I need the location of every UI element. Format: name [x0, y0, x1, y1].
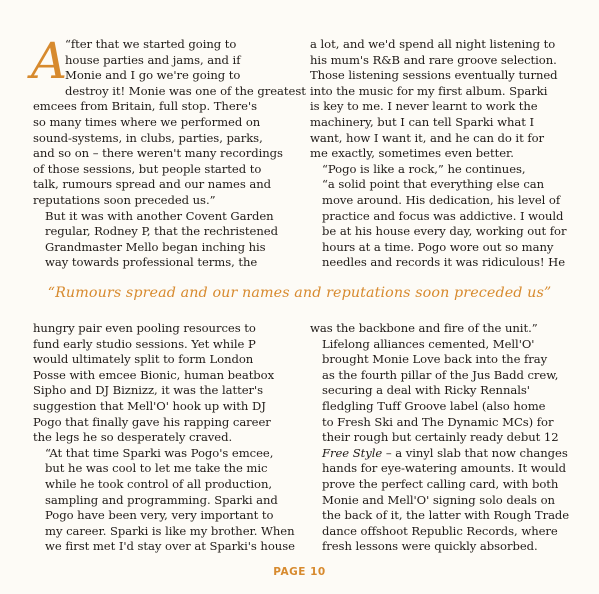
text-line: would ultimately split to form London [33, 352, 254, 367]
text-line: talk, rumours spread and our names and [33, 177, 272, 192]
text-line: Pogo that finally gave his rapping career [33, 414, 271, 429]
text-line [310, 446, 572, 462]
text-line: regular, Rodney P, that the rechristened [45, 224, 278, 239]
text-line: reputations soon preceded us.” [33, 192, 216, 207]
text-line: hours at a time. Pogo wore out so many [322, 239, 554, 254]
text-fragment: – a vinyl slab that now changes [382, 445, 568, 460]
text-line: machinery, but I can tell Sparki what I [310, 114, 535, 129]
text-line: fund early studio sessions. Yet while P [33, 336, 256, 351]
text-line: of those sessions, but people started to [33, 161, 262, 176]
text-line: their rough but certainly ready debut 12 [322, 430, 559, 445]
text-line: emcees from Britain, full stop. There's [33, 99, 257, 114]
text-line: want, how I want it, and he can do it for [310, 130, 544, 145]
text-line: into the music for my first album. Sparki [310, 83, 548, 98]
paragraph-2 [310, 337, 572, 555]
text-line: is key to me. I never learnt to work the [310, 99, 538, 114]
text-line: hands for eye-watering amounts. It would [322, 461, 566, 476]
text-line: sampling and programming. Sparki and [45, 492, 278, 507]
pull-quote: “Rumours spread and our names and reputations soon preceded us” [47, 285, 552, 301]
text-line: But it was with another Covent Garden [45, 208, 274, 223]
text-line: suggestion that Mell'O' hook up with DJ [33, 398, 266, 413]
text-line: but he was cool to let me take the mic [45, 461, 268, 476]
text-line: a lot, and we'd spend all night listening to [310, 37, 556, 51]
text-line: move around. His dedication, his level of [322, 192, 561, 207]
text-line: while he took control of all production, [45, 476, 273, 491]
text-line: brought Monie Love back into the fray [322, 352, 548, 367]
paragraph-2 [310, 162, 572, 271]
text-line: and so on – there weren't many recordings [33, 146, 283, 161]
record-title: Free Style [322, 445, 383, 460]
paragraph-1 [310, 37, 572, 162]
text-line: securing a deal with Ricky Rennals' [322, 383, 530, 398]
column-4 [310, 321, 572, 555]
text-line: the legs he so desperately craved. [33, 430, 233, 445]
text-line: so many times where we performed on [33, 114, 261, 129]
text-line: “Pogo is like a rock,” he continues, [322, 161, 526, 176]
drop-cap: A [31, 32, 68, 90]
text-line: his mum's R&B and rare groove selection. [310, 52, 557, 67]
text-line: hungry pair even pooling resources to [33, 321, 256, 335]
text-line: Monie and Mell'O' signing solo deals on [322, 492, 555, 507]
paragraph-1 [31, 32, 306, 209]
text-line: Posse with emcee Bionic, human beatbox [33, 367, 275, 382]
paragraph-1 [33, 321, 277, 446]
page-number: PAGE 10 [273, 566, 326, 578]
paragraph-2 [33, 209, 277, 271]
text-line: Grandmaster Mello began inching his [45, 239, 266, 254]
text-line: “a solid point that everything else can [322, 177, 545, 192]
column-1 [31, 32, 306, 271]
text-line: Those listening sessions eventually turned [310, 68, 558, 83]
text-line: the back of it, the latter with Rough Trade [322, 508, 570, 523]
text-line: needles and records it was ridiculous! He [322, 255, 566, 270]
text-line: dance offshoot Republic Records, where [322, 523, 558, 538]
text-line: fresh lessons were quickly absorbed. [322, 539, 538, 554]
text-line: sound-systems, in clubs, parties, parks, [33, 130, 263, 145]
text-line: way towards professional terms, the [45, 255, 258, 270]
text-line: practice and focus was addictive. I would [322, 208, 564, 223]
text-line: as the fourth pillar of the Jus Badd crew, [322, 367, 559, 382]
text-line: be at his house every day, working out for [322, 224, 567, 239]
text-line: Lifelong alliances cemented, Mell'O' [322, 336, 535, 351]
column-3 [33, 321, 295, 555]
column-2 [310, 37, 572, 271]
paragraph-1 [310, 321, 572, 337]
text-line: Sipho and DJ Biznizz, it was the latter's [33, 383, 264, 398]
text-line: me exactly, sometimes even better. [310, 146, 514, 161]
text-line: “fter that we started going to [65, 37, 237, 51]
text-line: destroy it! Monie was one of the greatest [65, 83, 306, 98]
text-line: my career. Sparki is like my brother. When [45, 523, 295, 538]
text-line: “At that time Sparki was Pogo's emcee, [45, 445, 274, 460]
text-line: house parties and jams, and if [65, 52, 241, 67]
text-line: we first met I'd stay over at Sparki's house [45, 539, 295, 554]
text-line: Pogo have been very, very important to [45, 508, 274, 523]
text-line: Monie and I go we're going to [65, 68, 241, 83]
text-line: was the backbone and fire of the unit.” [310, 321, 538, 335]
text-line: prove the perfect calling card, with both [322, 476, 559, 491]
paragraph-2 [33, 445, 295, 555]
text-line: fledgling Tuff Groove label (also home [322, 398, 546, 413]
text-line: to Fresh Ski and The Dynamic MCs) for [322, 414, 554, 429]
